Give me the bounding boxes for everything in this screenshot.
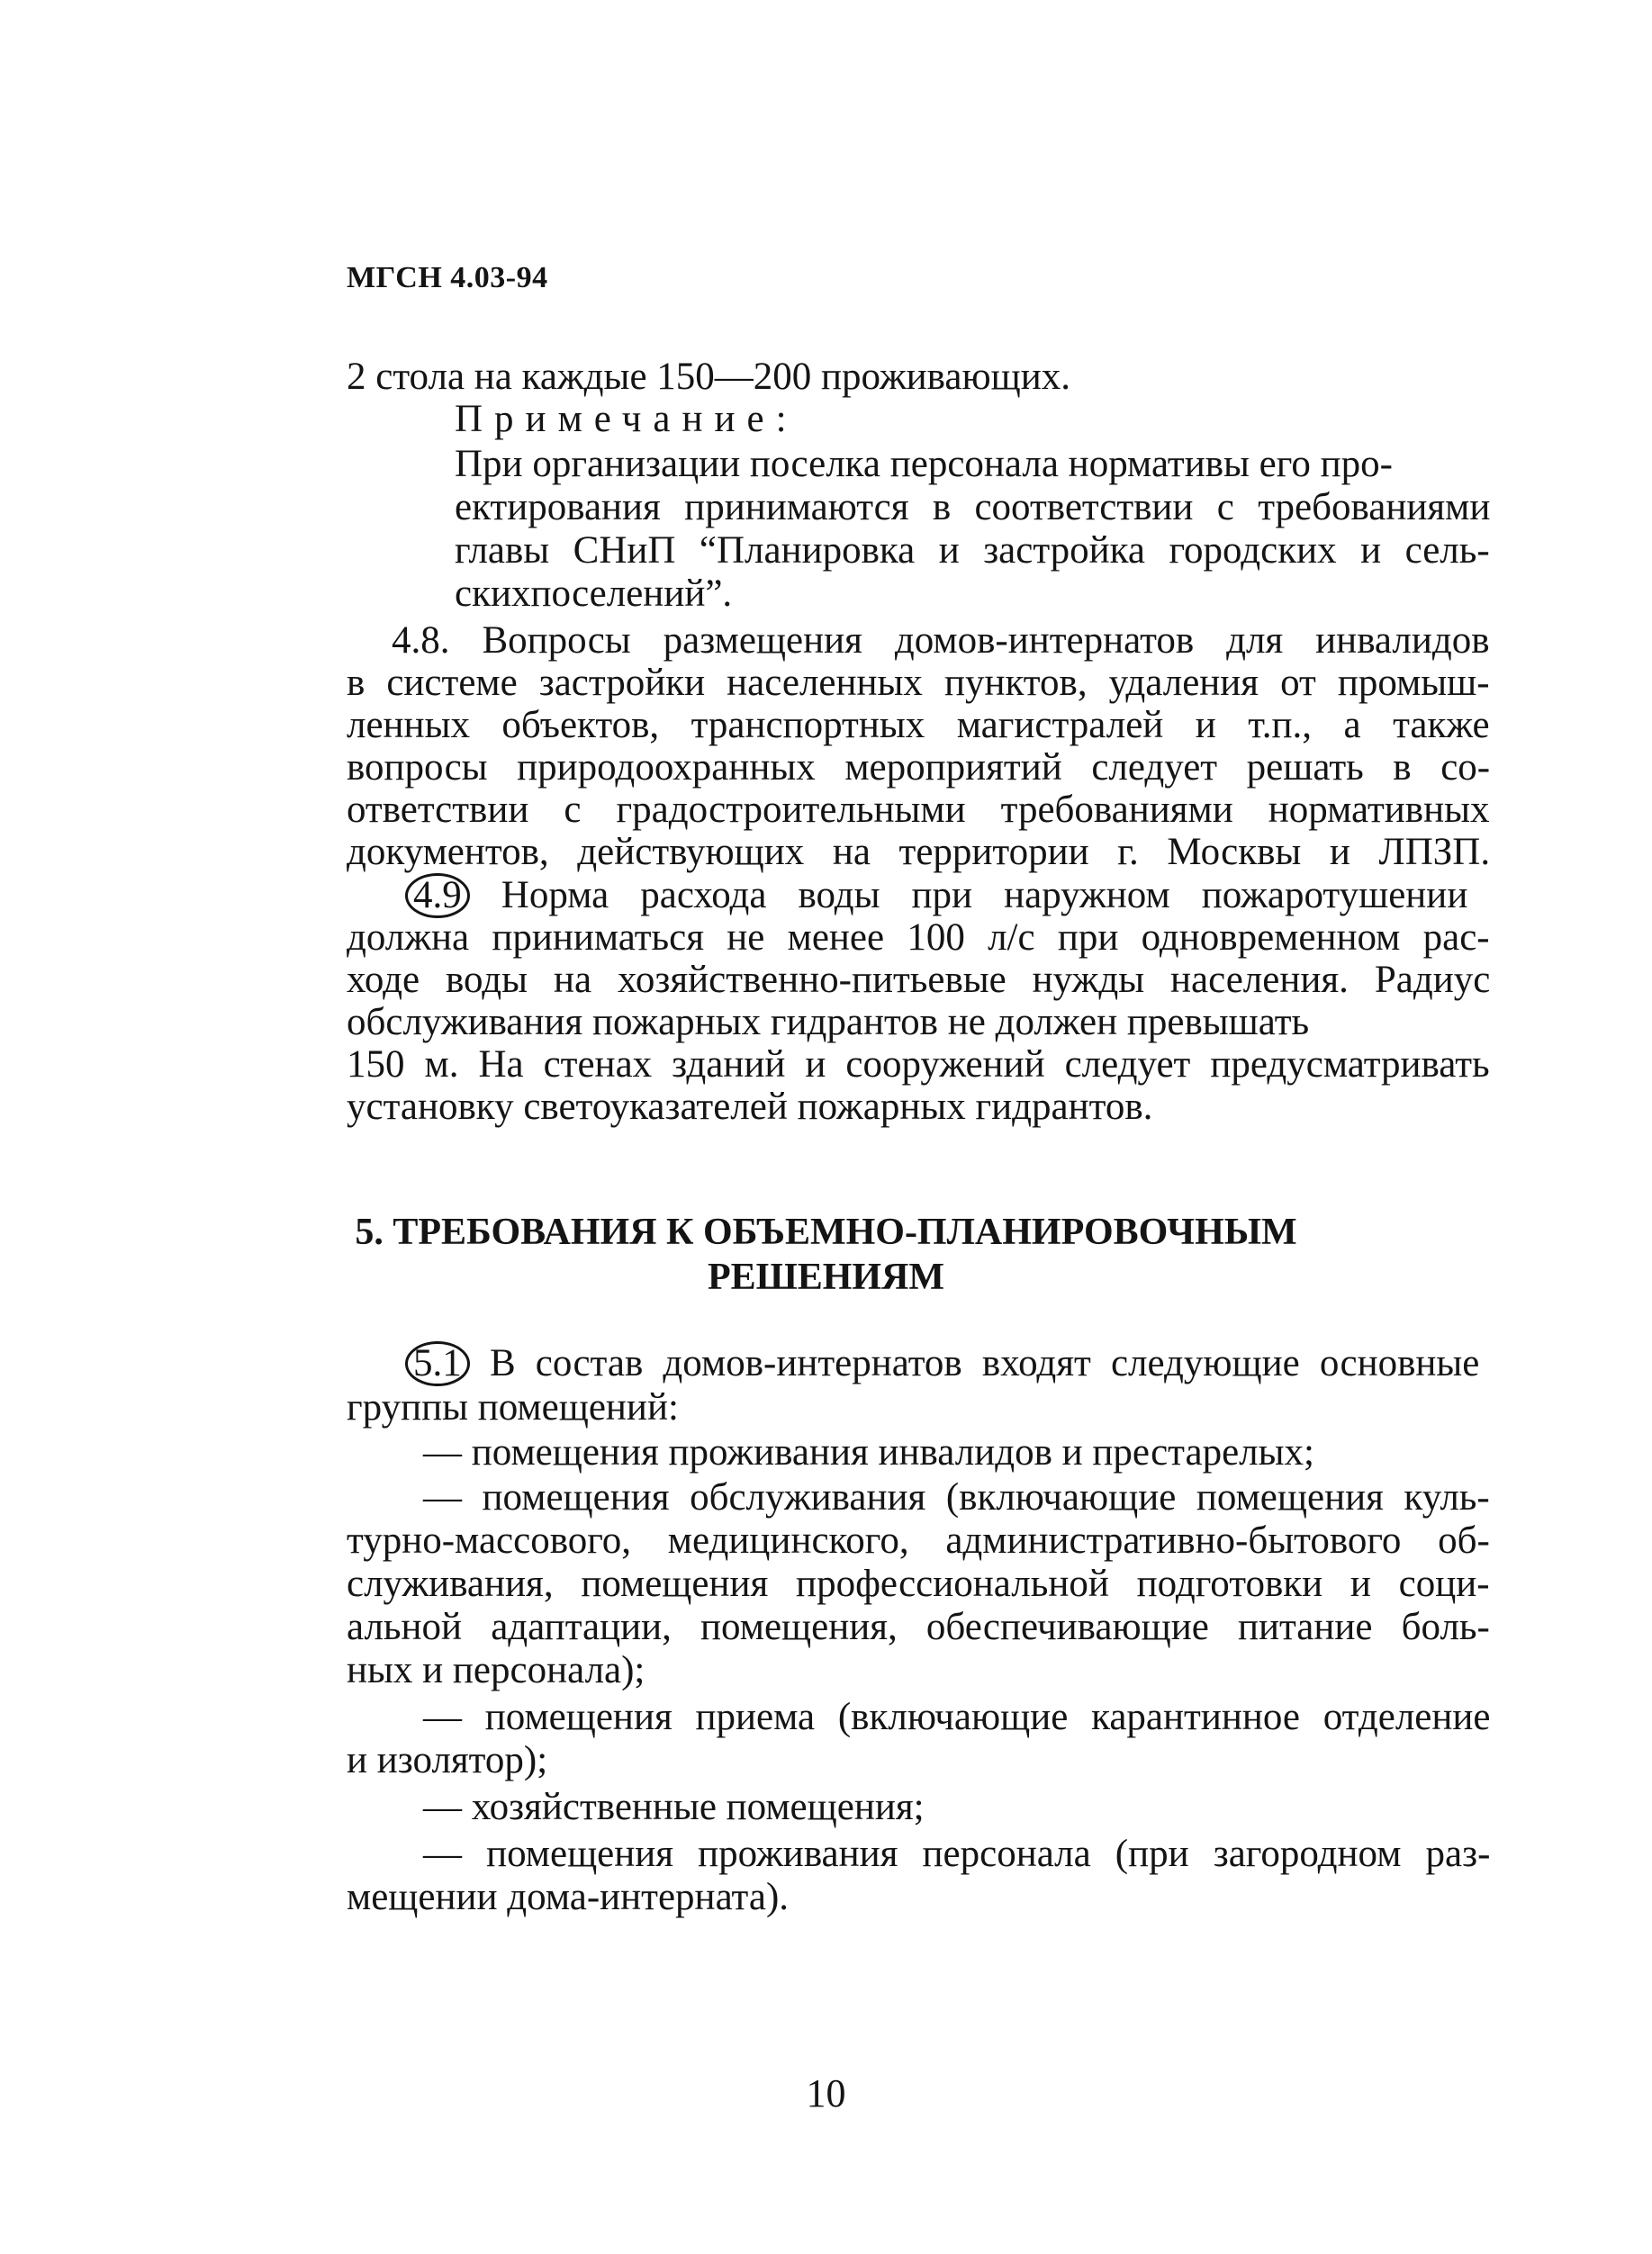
note-line (455, 443, 1490, 486)
list-item: — помещения проживания инвалидов и престарелых; (423, 1431, 1314, 1474)
paragraph-5-1-first-line (405, 1341, 1479, 1386)
section-title: 5. ТРЕБОВАНИЯ К ОБЪЕМНО-ПЛАНИРОВОЧНЫМ (355, 1212, 1297, 1253)
paragraph-5-1-number: 5.1 (405, 1341, 470, 1386)
paragraph-4-9-text: Норма расхода воды при наружном пожаротушении (501, 874, 1468, 916)
paragraph-5-1-text: В состав домов-интернатов входят следующие основные (489, 1342, 1480, 1384)
note-label: Примечание: (455, 398, 799, 440)
note-line: главы СНиП “Планировка и застройка городских и сель- (455, 529, 1490, 572)
paragraph-5-1-line: группы помещений: (347, 1386, 679, 1429)
list-item: — хозяйственные помещения; (423, 1786, 925, 1828)
paragraph-4-9-first-line (405, 873, 1467, 918)
paragraph-4-8-line: вопросы природоохранных мероприятий следует решать в со- (347, 746, 1491, 789)
paragraph-4-9-line: установку светоуказателей пожарных гидрантов. (347, 1086, 1153, 1128)
paragraph-line: 2 стола на каждые 150—200 проживающих. (347, 356, 1071, 398)
paragraph-4-9-line: обслуживания пожарных гидрантов не должен превышать (347, 1001, 1310, 1043)
note-line-text: При организации поселка персонала нормативы его про- (455, 443, 1393, 485)
section-title-continued: РЕШЕНИЯМ (707, 1257, 945, 1298)
paragraph-4-9-number: 4.9 (405, 873, 470, 918)
paragraph-4-8-line: 4.8. Вопросы размещения домов-интернатов для инвалидов (392, 619, 1490, 662)
page-number: 10 (806, 2071, 846, 2115)
paragraph-4-9-line: ходе воды на хозяйственно-питьевые нужды населения. Радиус (347, 959, 1491, 1001)
paragraph-4-9-line: должна приниматься не менее 100 л/с при одновременном рас- (347, 916, 1490, 959)
list-item-continued: мещении дома-интерната). (347, 1876, 790, 1918)
list-item: — помещения приема (включающие карантинное отделение (423, 1696, 1491, 1738)
list-item: — помещения проживания персонала (при загородном раз- (423, 1833, 1491, 1875)
list-item: — помещения обслуживания (включающие помещения куль- (423, 1476, 1490, 1519)
document-header: МГСН 4.03-94 (347, 261, 548, 294)
paragraph-4-8-line: ленных объектов, транспортных магистралей и т.п., а также (347, 704, 1490, 746)
paragraph-4-9-line: 150 м. На стенах зданий и сооружений следует предусматривать (347, 1043, 1490, 1086)
paragraph-4-8-line: в системе застройки населенных пунктов, удаления от промыш- (347, 662, 1490, 704)
list-item-continued: альной адаптации, помещения, обеспечивающие питание боль- (347, 1606, 1490, 1648)
note-line: ектирования принимаются в соответствии с требованиями (455, 486, 1491, 528)
paragraph-4-8-line: ответствии с градостроительными требованиями нормативных (347, 789, 1490, 831)
list-item-continued: и изолятор); (347, 1739, 548, 1781)
list-item-continued: служивания, помещения профессиональной подготовки и соци- (347, 1563, 1490, 1605)
list-item-continued: турно-массового, медицинского, административно-бытового об- (347, 1519, 1490, 1562)
note-line: скихпоселений”. (455, 573, 733, 615)
list-item-continued: ных и персонала); (347, 1649, 645, 1691)
paragraph-4-8-line: документов, действующих на территории г. Москвы и ЛПЗП. (347, 831, 1491, 873)
